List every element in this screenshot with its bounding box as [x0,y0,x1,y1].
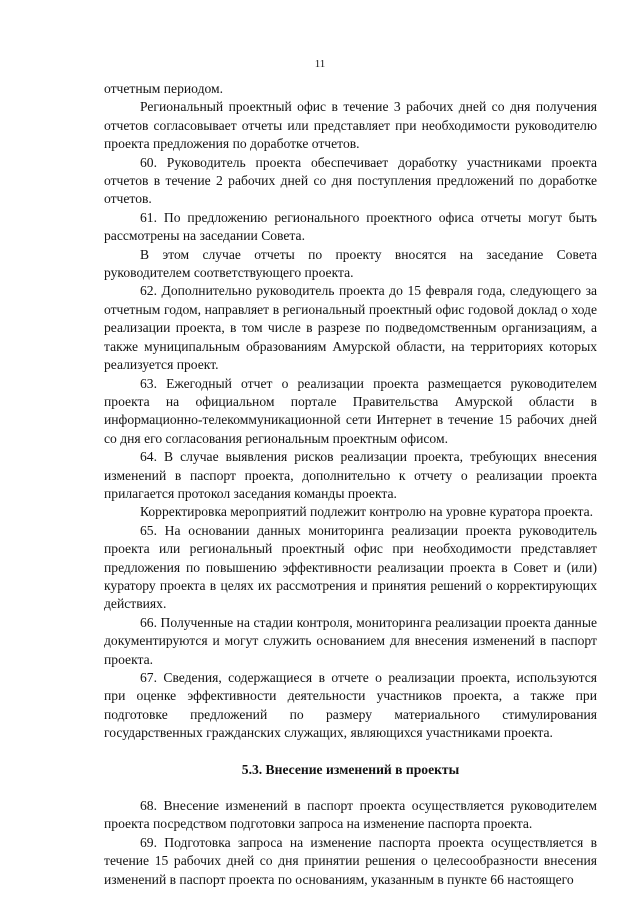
paragraph: 68. Внесение изменений в паспорт проекта осуществляется руководителем проекта посредством подготовки запроса на изменение паспорта проекта. [104,798,597,832]
paragraph: 65. На основании данных мониторинга реализации проекта руководитель проекта или региональный проектный офис при необходимости представляет предложения по повышению эффективности реализации проекта в Совет и (или) куратору проекта в целях их рассмотрения и принятия решений о корректирующих действиях. [104,522,597,612]
document-body [104,80,597,889]
section-heading: 5.3. Внесение изменений в проекты [241,761,460,777]
paragraph: 67. Сведения, содержащиеся в отчете о реализации проекта, используются при оценке эффективности деятельности участников проекта, а также при подготовке предложений по размеру материального стимулирования государственных гражданских служащих, являющихся участниками проекта. [104,670,597,741]
paragraph: 61. По предложению регионального проектного офиса отчеты могут быть рассмотрены на заседании Совета. [104,209,597,244]
paragraph: Корректировка мероприятий подлежит контролю на уровне куратора проекта. [140,504,594,520]
paragraph: отчетным периодом. [104,81,224,96]
page-number: 11 [314,58,326,70]
paragraph: 60. Руководитель проекта обеспечивает доработку участниками проекта отчетов в течение 2 рабочих дней со дня поступления предложений по доработке отчетов. [104,154,597,207]
paragraph: 66. Полученные на стадии контроля, мониторинга реализации проекта данные документируются и могут служить основанием для внесения изменений в паспорт проекта. [104,614,597,667]
paragraph: 63. Ежегодный отчет о реализации проекта размещается руководителем проекта на официальном портале Правительства Амурской области в информационно-телекоммуникационной сети Интернет в течение 15 рабочих дней со дня его согласования региональным проектным офисом. [104,375,597,446]
paragraph: 69. Подготовка запроса на изменение паспорта проекта осуществляется в течение 15 рабочих дней со дня принятии решения о целесообразности внесения изменений в паспорт проекта по основаниям, указанным в пункте 66 настоящего [104,834,597,887]
paragraph: 62. Дополнительно руководитель проекта до 15 февраля года, следующего за отчетным годом, направляет в региональный проектный офис годовой доклад о ходе реализации проекта, в том числе в разрезе по подведомственным организациям, а также муниципальным образованиям Амурской области, на территориях которых реализуется проект. [104,283,597,373]
paragraph: 64. В случае выявления рисков реализации проекта, требующих внесения изменений в паспорт проекта, дополнительно к отчету о реализации проекта прилагается протокол заседания команды проекта. [104,449,597,501]
paragraph: В этом случае отчеты по проекту вносятся на заседание Совета руководителем соответствующего проекта. [104,246,597,281]
paragraph: Региональный проектный офис в течение 3 рабочих дней со дня получения отчетов согласовывает отчеты или представляет при необходимости руководителю проекта предложения по доработке отчетов. [104,99,597,152]
